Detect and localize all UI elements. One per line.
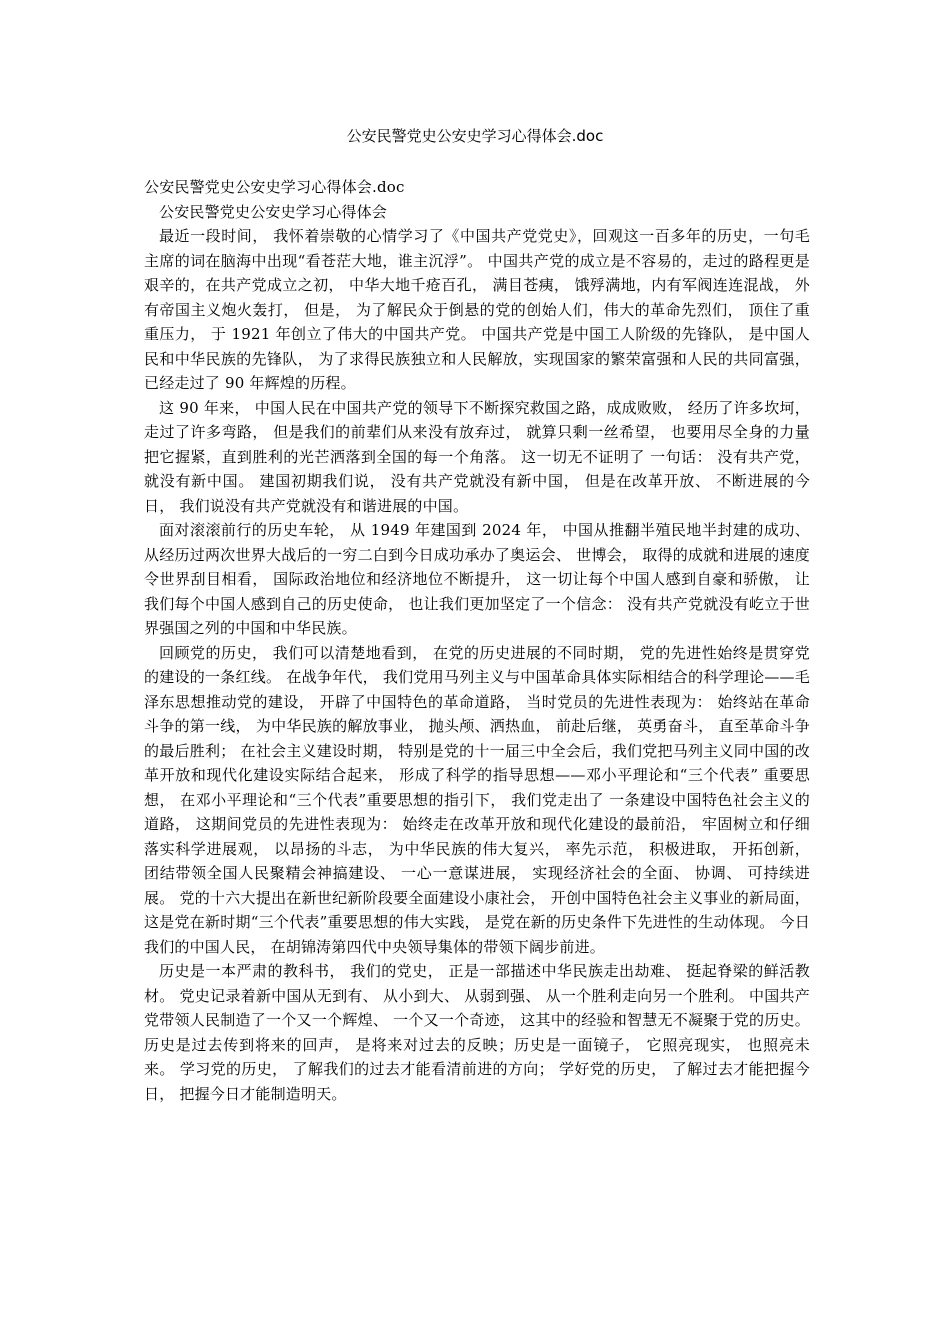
paragraph: 历史是一本严肃的教科书， 我们的党史， 正是一部描述中华民族走出劫难、 挺起脊梁的鲜活教材。 党史记录着新中国从无到有、 从小到大、 从弱到强、 从一个胜利走向另一个胜利。 中国共产党带领人民制造了一个又一个辉煌、 一个又一个奇迹， 这其中的经验和智慧无不凝聚于党的历史。 历史是过去传到将来的回声， 是将来对过去的反映；历史是一面镜子， 它照亮现实， 也照亮未来。 学习党的历史， 了解我们的过去才能看清前进的方向； 学好党的历史， 了解过去才能把握今日， 把握今日才能制造明天。 [144,962,810,1103]
paragraph: 面对滚滚前行的历史车轮， 从 1949 年建国到 2024 年， 中国从推翻半殖民地半封建的成功、 从经历过两次世界大战后的一穷二白到今日成功承办了奥运会、 世博会， 取得的成就和进展的速度令世界刮目相看， 国际政治地位和经济地位不断提升， 这一切让每个中国人感到自豪和骄傲， 让我们每个中国人感到自己的历史使命， 也让我们更加坚定了一个信念： 没有共产党就没有屹立于世界强国之列的中国和中华民族。 [144,521,810,637]
paragraph: 回顾党的历史， 我们可以清楚地看到， 在党的历史进展的不同时期， 党的先进性始终是贯穿党的建设的一条红线。 在战争年代， 我们党用马列主义与中国革命具体实际相结合的科学理论——毛泽东思想推动党的建设， 开辟了中国特色的革命道路， 当时党员的先进性表现为： 始终站在革命斗争的第一线， 为中华民族的解放事业， 抛头颅、洒热血， 前赴后继， 英勇奋斗， 直至革命斗争的最后胜利； 在社会主义建设时期， 特别是党的十一届三中全会后，我们党把马列主义同中国的改革开放和现代化建设实际结合起来， 形成了科学的指导思想——邓小平理论和“三个代表” 重要思想， 在邓小平理论和“三个代表”重要思想的指引下， 我们党走出了 一条建设中国特色社会主义的道路， 这期间党员的先进性表现为： 始终走在改革开放和现代化建设的最前沿， 牢固树立和仔细落实科学进展观， 以昂扬的斗志， 为中华民族的伟大复兴， 率先示范， 积极进取， 开拓创新， 团结带领全国人民聚精会神搞建设、 一心一意谋进展， 实现经济社会的全面、 协调、 可持续进展。 党的十六大提出在新世纪新阶段要全面建设小康社会， 开创中国特色社会主义事业的新局面， 这是党在新时期“三个代表”重要思想的伟大实践， 是党在新的历史条件下先进性的生动体现。 今日我们的中国人民， 在胡锦涛第四代中央领导集体的带领下阔步前进。 [144,643,810,956]
paragraph: 这 90 年来， 中国人民在中国共产党的领导下不断探究救国之路，成成败败， 经历了许多坎坷， 走过了许多弯路， 但是我们的前辈们从来没有放弃过， 就算只剩一丝希望， 也要用尽全身的力量把它握紧，直到胜利的光芒洒落到全国的每一个角落。 这一切无不证明了 一句话： 没有共产党， 就没有新中国。 建国初期我们说， 没有共产党就没有新中国， 但是在改革开放、 不断进展的今日， 我们说没有共产党就没有和谐进展的中国。 [144,398,810,515]
document-header-title: 公安民警党史公安史学习心得体会.doc [346,127,604,145]
document-subtitle: 公安民警党史公安史学习心得体会 [159,202,388,221]
filename-line: 公安民警党史公安史学习心得体会.doc [144,178,405,196]
document-body [144,175,810,1106]
paragraph: 最近一段时间， 我怀着崇敬的心情学习了《中国共产党党史》，回观这一百多年的历史，一句毛主席的词在脑海中出现“看苍茫大地，谁主沉浮”。 中国共产党的成立是不容易的，走过的路程更是艰辛的，在共产党成立之初， 中华大地千疮百孔， 满目苍痍， 饿殍满地，内有军阀连连混战， 外有帝国主义炮火轰打， 但是， 为了解民众于倒悬的党的创始人们，伟大的革命先烈们， 顶住了重重压力， 于 1921 年创立了伟大的中国共产党。 中国共产党是中国工人阶级的先锋队， 是中国人民和中华民族的先锋队， 为了求得民族独立和人民解放，实现国家的繁荣富强和人民的共同富强， 已经走过了 90 年辉煌的历程。 [144,227,810,392]
